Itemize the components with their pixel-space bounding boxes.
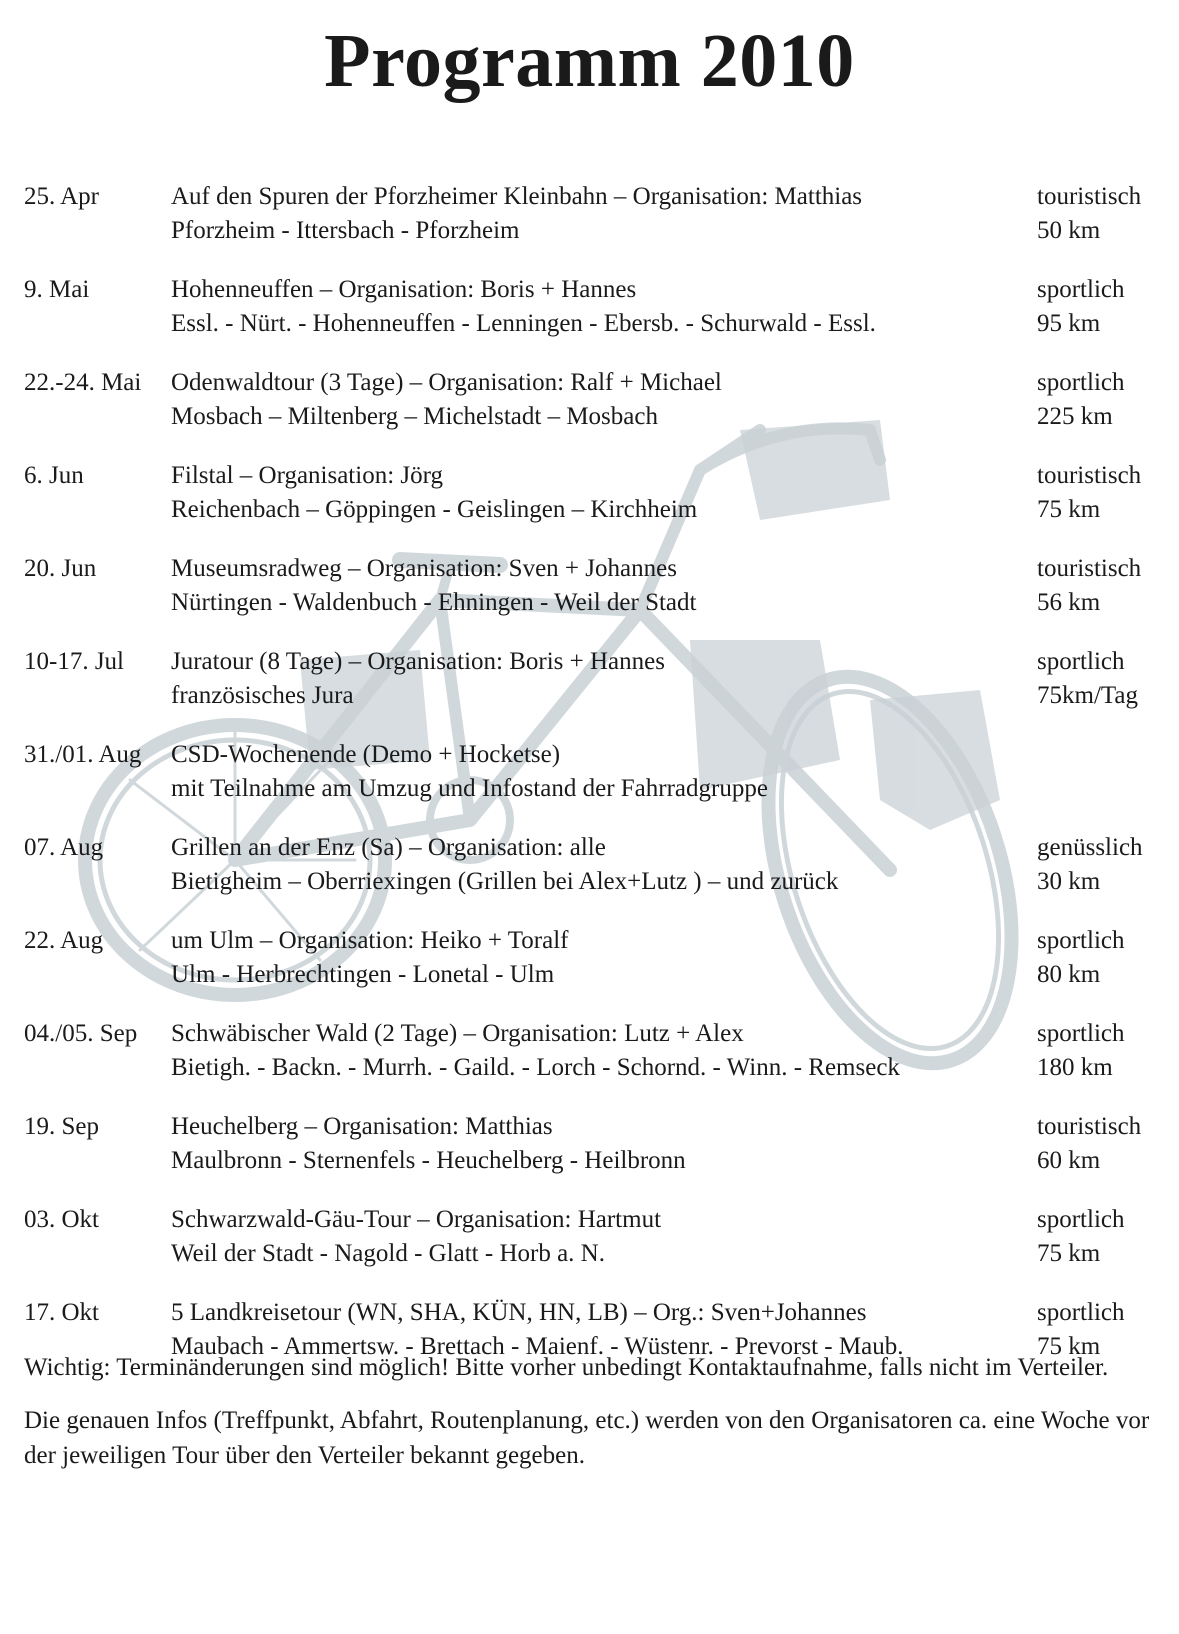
event-route: Maulbronn - Sternenfels - Heuchelberg - Heilbronn	[171, 1147, 686, 1174]
event-item	[24, 1017, 1174, 1110]
event-route: französisches Jura	[171, 682, 354, 709]
event-distance: 30 km	[1037, 868, 1101, 895]
event-date: 22. Aug	[24, 927, 104, 954]
event-type: sportlich	[1037, 648, 1125, 675]
event-route: Maubach - Ammertsw. - Brettach - Maienf. - Wüstenr. - Prevorst - Maub.	[171, 1333, 904, 1360]
event-type: sportlich	[1037, 1020, 1125, 1047]
event-route: Bietigh. - Backn. - Murrh. - Gaild. - Lorch - Schornd. - Winn. - Remseck	[171, 1054, 900, 1081]
event-date: 19. Sep	[24, 1113, 99, 1140]
event-date: 07. Aug	[24, 834, 104, 861]
event-date: 20. Jun	[24, 555, 97, 582]
event-date: 9. Mai	[24, 276, 90, 303]
event-type: sportlich	[1037, 369, 1125, 396]
event-title: Grillen an der Enz (Sa) – Organisation: alle	[171, 834, 606, 861]
event-title: Auf den Spuren der Pforzheimer Kleinbahn – Organisation: Matthias	[171, 183, 863, 210]
event-date: 04./05. Sep	[24, 1020, 138, 1047]
event-item	[24, 273, 1174, 366]
event-date: 6. Jun	[24, 462, 84, 489]
note-important: Wichtig: Terminänderungen sind möglich! Bitte vorher unbedingt Kontaktaufnahme, falls nicht im Verteiler.	[24, 1354, 1109, 1381]
event-date: 22.-24. Mai	[24, 369, 142, 396]
event-item	[24, 924, 1174, 1017]
event-type: touristisch	[1037, 183, 1142, 210]
event-route: Nürtingen - Waldenbuch - Ehningen - Weil der Stadt	[171, 589, 697, 616]
event-type: genüsslich	[1037, 834, 1143, 861]
event-distance: 50 km	[1037, 217, 1101, 244]
event-date: 10-17. Jul	[24, 648, 124, 675]
event-item	[24, 552, 1174, 645]
event-date: 17. Okt	[24, 1299, 99, 1326]
event-type: touristisch	[1037, 555, 1142, 582]
event-title: CSD-Wochenende (Demo + Hocketse)	[171, 741, 561, 768]
event-route: Bietigheim – Oberriexingen (Grillen bei Alex+Lutz ) – und zurück	[171, 868, 839, 895]
event-type: sportlich	[1037, 1299, 1125, 1326]
event-title: 5 Landkreisetour (WN, SHA, KÜN, HN, LB) – Org.: Sven+Johannes	[171, 1299, 867, 1326]
event-route: Reichenbach – Göppingen - Geislingen – Kirchheim	[171, 496, 698, 523]
event-title: Schwarzwald-Gäu-Tour – Organisation: Hartmut	[171, 1206, 662, 1233]
event-list	[24, 180, 1174, 1389]
event-route: Essl. - Nürt. - Hohenneuffen - Lenningen - Ebersb. - Schurwald - Essl.	[171, 310, 876, 337]
event-distance: 180 km	[1037, 1054, 1113, 1081]
event-distance: 95 km	[1037, 310, 1101, 337]
event-route: Weil der Stadt - Nagold - Glatt - Horb a. N.	[171, 1240, 605, 1267]
event-type: touristisch	[1037, 1113, 1142, 1140]
note-info: Die genauen Infos (Treffpunkt, Abfahrt, Routenplanung, etc.) werden von den Organisatoren ca. eine Woche vor der jeweiligen Tour über den Verteiler bekannt gegeben.	[24, 1407, 1150, 1469]
event-title: Odenwaldtour (3 Tage) – Organisation: Ralf + Michael	[171, 369, 722, 396]
event-item	[24, 738, 1174, 831]
event-item	[24, 180, 1174, 273]
event-title: Juratour (8 Tage) – Organisation: Boris + Hannes	[171, 648, 665, 675]
event-title: Filstal – Organisation: Jörg	[171, 462, 443, 489]
event-distance: 80 km	[1037, 961, 1101, 988]
event-title: Schwäbischer Wald (2 Tage) – Organisation: Lutz + Alex	[171, 1020, 744, 1047]
event-item	[24, 459, 1174, 552]
event-title: Hohenneuffen – Organisation: Boris + Hannes	[171, 276, 637, 303]
event-date: 25. Apr	[24, 183, 99, 210]
event-item	[24, 366, 1174, 459]
event-distance: 60 km	[1037, 1147, 1101, 1174]
event-route: Mosbach – Miltenberg – Michelstadt – Mosbach	[171, 403, 658, 430]
event-item	[24, 645, 1174, 738]
event-distance: 75km/Tag	[1037, 682, 1139, 709]
event-title: Museumsradweg – Organisation: Sven + Johannes	[171, 555, 677, 582]
event-type: sportlich	[1037, 1206, 1125, 1233]
event-distance: 75 km	[1037, 1240, 1101, 1267]
event-type: sportlich	[1037, 276, 1125, 303]
event-route: Pforzheim - Ittersbach - Pforzheim	[171, 217, 520, 244]
event-distance: 56 km	[1037, 589, 1101, 616]
event-title: um Ulm – Organisation: Heiko + Toralf	[171, 927, 569, 954]
event-title: Heuchelberg – Organisation: Matthias	[171, 1113, 553, 1140]
event-distance: 75 km	[1037, 1333, 1101, 1360]
event-type: touristisch	[1037, 462, 1142, 489]
event-type: sportlich	[1037, 927, 1125, 954]
event-date: 03. Okt	[24, 1206, 99, 1233]
event-distance: 225 km	[1037, 403, 1113, 430]
event-item	[24, 1203, 1174, 1296]
event-distance: 75 km	[1037, 496, 1101, 523]
notes-section	[24, 1350, 1159, 1491]
page-title: Programm 2010	[324, 19, 855, 103]
event-date: 31./01. Aug	[24, 741, 142, 768]
event-item	[24, 831, 1174, 924]
event-item	[24, 1110, 1174, 1203]
event-route: Ulm - Herbrechtingen - Lonetal - Ulm	[171, 961, 555, 988]
event-route: mit Teilnahme am Umzug und Infostand der Fahrradgruppe	[171, 775, 768, 802]
